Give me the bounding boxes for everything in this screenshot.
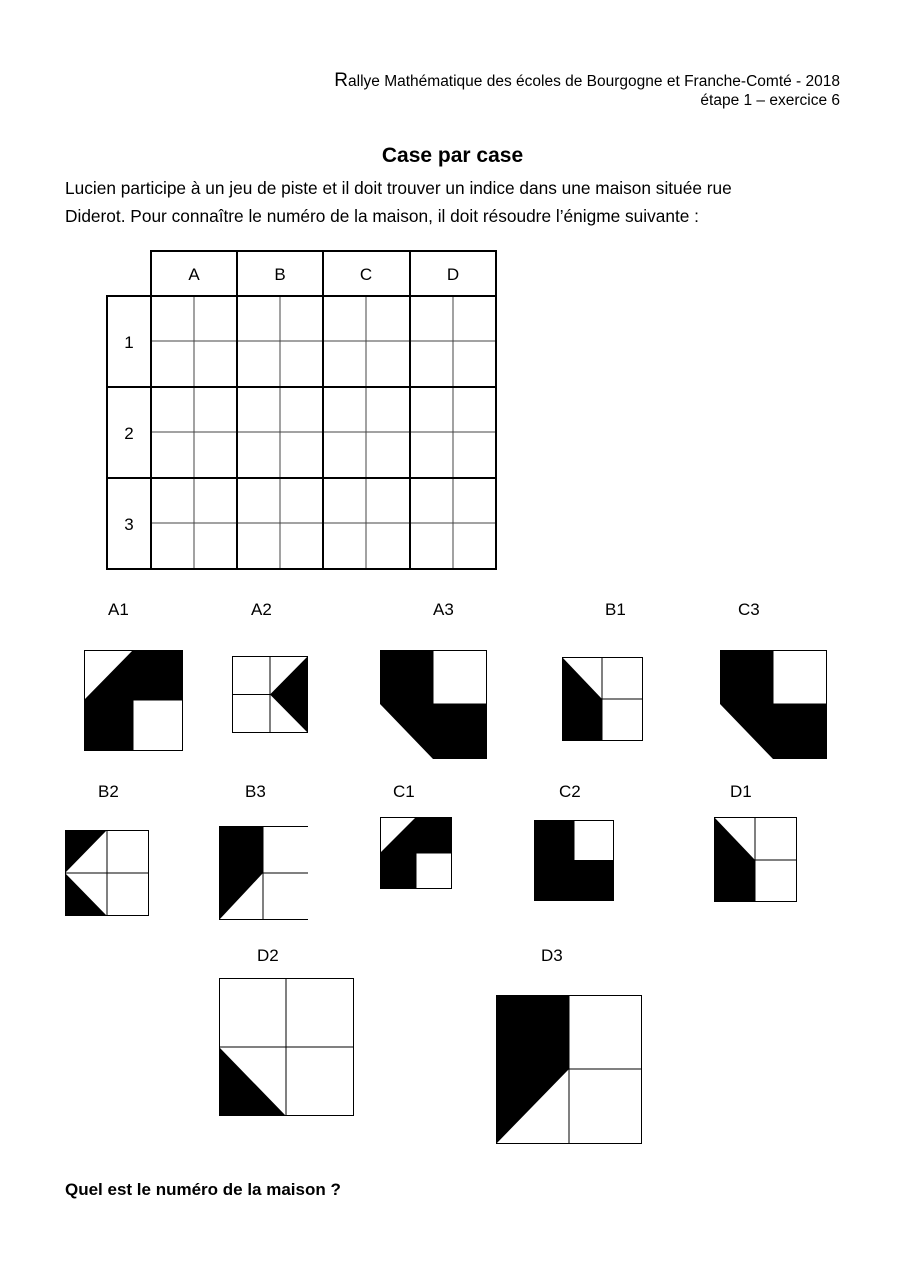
grid-column-label-c: C xyxy=(359,265,373,284)
answer-grid xyxy=(0,0,905,600)
piece-label-a1: A1 xyxy=(108,600,129,619)
piece-label-c1: C1 xyxy=(393,782,415,801)
piece-label-c3: C3 xyxy=(738,600,760,619)
piece-a2 xyxy=(232,656,308,733)
piece-b3 xyxy=(219,826,308,920)
grid-row-label-1: 1 xyxy=(124,333,134,352)
piece-d2 xyxy=(219,978,354,1116)
page-title: Case par case xyxy=(381,144,524,167)
piece-label-c2: C2 xyxy=(559,782,581,801)
header-initial: R xyxy=(334,70,349,91)
piece-label-d3: D3 xyxy=(541,946,563,965)
piece-c2 xyxy=(534,820,614,901)
piece-c3 xyxy=(720,650,827,759)
piece-c1 xyxy=(380,817,452,889)
piece-b2 xyxy=(65,830,149,916)
piece-d3 xyxy=(496,995,642,1144)
piece-d1 xyxy=(714,817,797,902)
header-line-2: étape 1 – exercice 6 xyxy=(700,92,840,109)
grid-column-label-a: A xyxy=(188,265,200,284)
grid-column-label-b: B xyxy=(274,265,286,284)
piece-a3 xyxy=(380,650,487,759)
piece-b1 xyxy=(562,657,643,741)
piece-label-d2: D2 xyxy=(257,946,279,965)
piece-label-a3: A3 xyxy=(433,600,454,619)
intro-line-1: Lucien participe à un jeu de piste et il doit trouver un indice dans une maison située rue xyxy=(65,178,732,198)
grid-column-label-d: D xyxy=(446,265,460,284)
question-text: Quel est le numéro de la maison ? xyxy=(65,1180,341,1199)
grid-row-label-2: 2 xyxy=(124,424,134,443)
piece-label-b1: B1 xyxy=(605,600,626,619)
grid-row-label-3: 3 xyxy=(124,515,134,534)
piece-label-a2: A2 xyxy=(251,600,272,619)
piece-label-d1: D1 xyxy=(730,782,752,801)
piece-label-b3: B3 xyxy=(245,782,266,801)
piece-a1 xyxy=(84,650,183,751)
intro-line-2: Diderot. Pour connaître le numéro de la maison, il doit résoudre l’énigme suivante : xyxy=(65,206,699,226)
piece-label-b2: B2 xyxy=(98,782,119,801)
header-line-1-text: allye Mathématique des écoles de Bourgogne et Franche-Comté - 2018 xyxy=(348,73,840,90)
